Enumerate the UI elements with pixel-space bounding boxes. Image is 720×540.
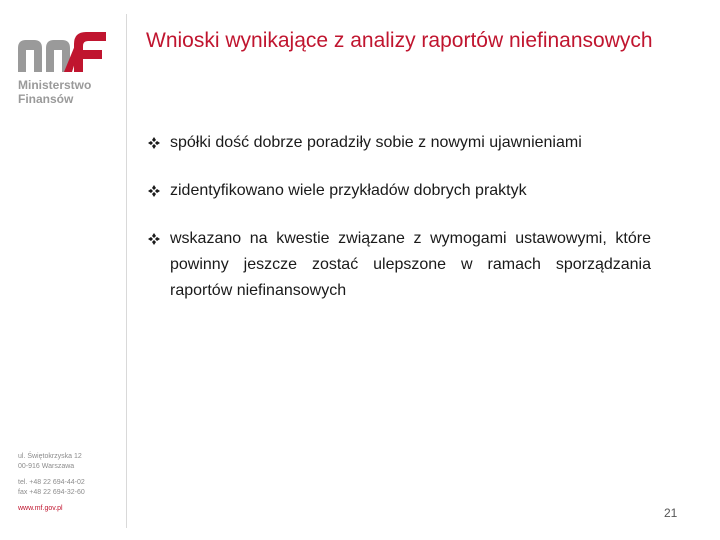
bullet-item xyxy=(146,226,651,304)
sidebar-divider xyxy=(126,14,127,528)
ministry-address xyxy=(18,452,118,514)
logo-wordmark xyxy=(18,78,91,106)
bullet-item xyxy=(146,178,651,204)
page-number: 21 xyxy=(664,506,678,520)
bullet-text: wskazano na kwestie związane z wymogami ustawowymi, które powinny jeszcze zostać ulepszone w ramach sporządzania raportów niefinansowych xyxy=(170,230,651,299)
bullet-list xyxy=(146,130,651,304)
address-street: ul. Świętokrzyska 12 xyxy=(18,453,82,460)
slide-title: Wnioski wynikające z analizy raportów niefinansowych xyxy=(146,29,653,52)
four-diamond-bullet-icon xyxy=(148,185,160,197)
mf-logo-icon xyxy=(16,28,108,74)
website-link[interactable]: www.mf.gov.pl xyxy=(18,505,63,512)
logo-line-ministerstwo: Ministerstwo xyxy=(18,78,92,92)
address-city: 00-916 Warszawa xyxy=(18,463,75,470)
logo-line-finansow: Finansów xyxy=(18,92,74,106)
bullet-item xyxy=(146,130,651,156)
phone-number: tel. +48 22 694-44-02 xyxy=(18,479,85,486)
bullet-text: zidentyfikowano wiele przykładów dobrych praktyk xyxy=(170,182,527,199)
four-diamond-bullet-icon xyxy=(148,233,160,245)
four-diamond-bullet-icon xyxy=(148,137,160,149)
bullet-text: spółki dość dobrze poradziły sobie z nowymi ujawnieniami xyxy=(170,134,582,151)
fax-number: fax +48 22 694-32-60 xyxy=(18,489,85,496)
